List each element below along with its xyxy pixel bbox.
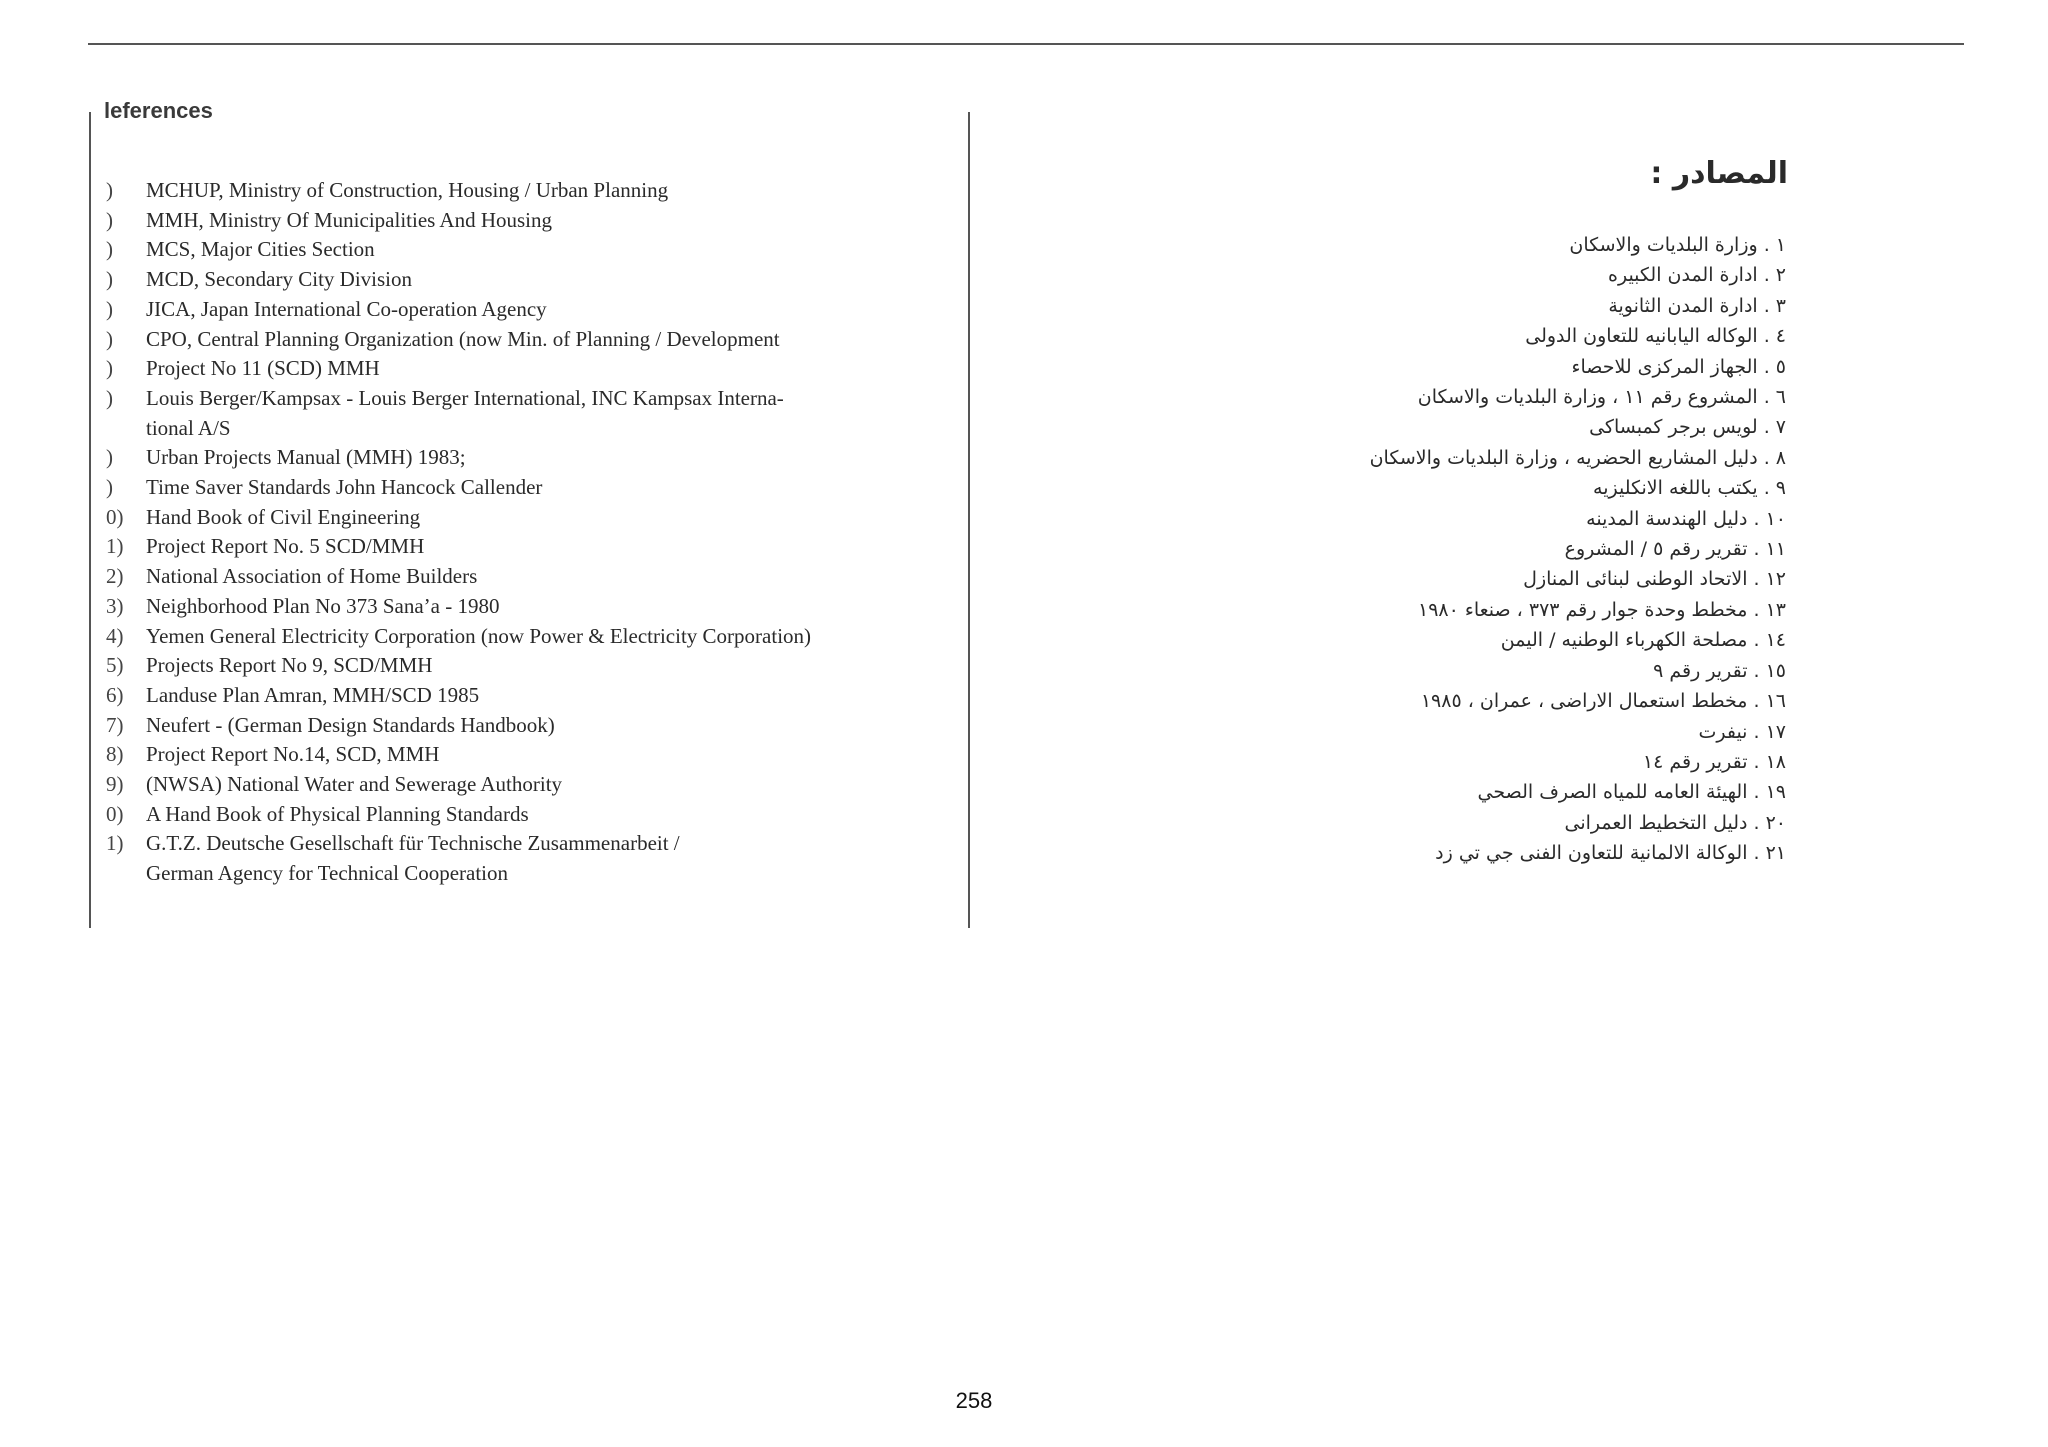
reference-number: 9): [106, 772, 124, 797]
reference-number: ): [106, 475, 113, 500]
reference-text: Projects Report No 9, SCD/MMH: [146, 653, 433, 678]
arabic-source-text: الاتحاد الوطنى لبنائى المنازل: [1523, 568, 1748, 591]
reference-item: [106, 711, 946, 741]
reference-item: [106, 235, 946, 265]
reference-item: [106, 295, 946, 325]
reference-text: CPO, Central Planning Organization (now Min. of Planning / Development: [146, 326, 780, 351]
reference-item: [106, 443, 946, 473]
arabic-source-number: ٣ .: [1763, 294, 1786, 317]
page-number: 258: [955, 1388, 993, 1413]
reference-number: ): [106, 207, 113, 232]
arabic-source-text: دليل الهندسة المدينه: [1586, 507, 1748, 530]
arabic-source-text: لويس برجر كمبساكى: [1589, 416, 1758, 439]
reference-number: 2): [106, 564, 124, 589]
arabic-source-number: ١٠ .: [1753, 507, 1786, 530]
arabic-source-item: [1026, 686, 1786, 716]
left-margin-line: [89, 112, 91, 928]
reference-item: [106, 414, 946, 444]
reference-text: JICA, Japan International Co-operation Agency: [146, 296, 547, 321]
reference-number: ): [106, 267, 113, 292]
arabic-source-item: [1026, 564, 1786, 594]
arabic-source-number: ١٩ .: [1753, 781, 1786, 804]
arabic-source-number: ٩ .: [1763, 477, 1786, 500]
reference-item: [106, 562, 946, 592]
arabic-source-text: تقرير رقم ٩: [1653, 659, 1748, 682]
arabic-source-number: ١٥ .: [1753, 659, 1786, 682]
reference-text: G.T.Z. Deutsche Gesellschaft für Technische Zusammenarbeit /: [146, 831, 680, 856]
reference-text: Neighborhood Plan No 373 Sana’a - 1980: [146, 593, 500, 618]
reference-item: [106, 770, 946, 800]
reference-item: [106, 859, 946, 889]
reference-text: tional A/S: [146, 415, 231, 440]
arabic-source-item: [1026, 808, 1786, 838]
arabic-source-item: [1026, 443, 1786, 473]
reference-item: [106, 265, 946, 295]
top-rule: [88, 43, 1964, 45]
reference-text: Yemen General Electricity Corporation (now Power & Electricity Corporation): [146, 623, 812, 648]
arabic-source-item: [1026, 838, 1786, 868]
reference-number: 5): [106, 653, 124, 678]
arabic-source-text: دليل المشاريع الحضريه ، وزارة البلديات والاسكان: [1369, 446, 1758, 469]
arabic-source-item: [1026, 504, 1786, 534]
arabic-source-text: الوكاله اليابانيه للتعاون الدولى: [1525, 325, 1758, 348]
reference-text: Project Report No.14, SCD, MMH: [146, 742, 440, 767]
arabic-source-number: ١٦ .: [1753, 690, 1786, 713]
arabic-source-number: ٢ .: [1763, 264, 1786, 287]
arabic-source-text: مخطط استعمال الاراضى ، عمران ، ١٩٨٥: [1420, 690, 1748, 713]
arabic-source-number: ١٨ .: [1753, 750, 1786, 773]
reference-item: [106, 800, 946, 830]
reference-item: [106, 681, 946, 711]
reference-text: National Association of Home Builders: [146, 564, 478, 589]
reference-text: Neufert - (German Design Standards Handbook): [146, 712, 555, 737]
arabic-source-number: ١٣ .: [1753, 598, 1786, 621]
reference-number: ): [106, 445, 113, 470]
arabic-source-item: [1026, 595, 1786, 625]
arabic-source-number: ١٧ .: [1753, 720, 1786, 743]
reference-text: Time Saver Standards John Hancock Callender: [146, 475, 543, 500]
arabic-source-item: [1026, 777, 1786, 807]
reference-text: MCD, Secondary City Division: [146, 267, 412, 292]
arabic-source-number: ١٤ .: [1753, 629, 1786, 652]
arabic-source-number: ٢٠ .: [1753, 811, 1786, 834]
arabic-source-number: ٢١ .: [1753, 842, 1786, 865]
reference-text: Hand Book of Civil Engineering: [146, 504, 421, 529]
reference-item: [106, 176, 946, 206]
references-list: [106, 176, 946, 889]
reference-item: [106, 473, 946, 503]
reference-number: 7): [106, 712, 124, 737]
arabic-source-text: الوكالة الالمانية للتعاون الفنى جي تي زد: [1435, 842, 1748, 865]
arabic-source-item: [1026, 656, 1786, 686]
arabic-source-text: مصلحة الكهرباء الوطنيه / اليمن: [1500, 629, 1748, 652]
reference-number: 6): [106, 682, 124, 707]
arabic-source-number: ١٢ .: [1753, 568, 1786, 591]
reference-text: Landuse Plan Amran, MMH/SCD 1985: [146, 682, 480, 707]
arabic-source-text: نيفرت: [1698, 720, 1748, 743]
reference-text: A Hand Book of Physical Planning Standards: [146, 801, 529, 826]
reference-item: [106, 206, 946, 236]
arabic-source-number: ٨ .: [1763, 446, 1786, 469]
reference-text: German Agency for Technical Cooperation: [146, 861, 509, 886]
reference-number: ): [106, 356, 113, 381]
reference-item: [106, 592, 946, 622]
arabic-source-item: [1026, 260, 1786, 290]
arabic-source-item: [1026, 747, 1786, 777]
reference-number: 0): [106, 801, 124, 826]
arabic-source-text: المشروع رقم ١١ ، وزارة البلديات والاسكان: [1417, 386, 1758, 409]
reference-text: MCS, Major Cities Section: [146, 237, 375, 262]
reference-text: Louis Berger/Kampsax - Louis Berger International, INC Kampsax Interna-: [146, 385, 784, 410]
arabic-source-text: دليل التخطيط العمرانى: [1564, 811, 1748, 834]
arabic-source-item: [1026, 534, 1786, 564]
arabic-source-number: ١١ .: [1753, 538, 1786, 561]
arabic-source-text: يكتب باللغه الانكليزيه: [1593, 477, 1758, 500]
arabic-source-item: [1026, 382, 1786, 412]
arabic-source-text: مخطط وحدة جوار رقم ٣٧٣ ، صنعاء ١٩٨٠: [1418, 598, 1748, 621]
arabic-source-number: ٤ .: [1763, 325, 1786, 348]
reference-number: 1): [106, 534, 124, 559]
arabic-source-item: [1026, 625, 1786, 655]
arabic-source-text: ادارة المدن الكبيره: [1608, 264, 1758, 287]
reference-number: ): [106, 385, 113, 410]
arabic-source-text: الهيئة العامه للمياه الصرف الصحي: [1477, 781, 1748, 804]
reference-item: [106, 503, 946, 533]
arabic-source-text: تقرير رقم ١٤: [1642, 750, 1748, 773]
reference-item: [106, 532, 946, 562]
arabic-source-text: وزارة البلديات والاسكان: [1569, 234, 1758, 256]
arabic-source-item: [1026, 291, 1786, 321]
reference-number: ): [106, 178, 113, 202]
arabic-source-number: ٧ .: [1763, 416, 1786, 439]
reference-text: MMH, Ministry Of Municipalities And Housing: [146, 207, 553, 232]
reference-item: [106, 622, 946, 652]
references-heading: leferences: [104, 98, 213, 123]
reference-number: ): [106, 296, 113, 321]
arabic-source-item: [1026, 473, 1786, 503]
reference-number: ): [106, 326, 113, 351]
reference-item: [106, 651, 946, 681]
arabic-sources-list: [1026, 230, 1786, 869]
reference-number: 1): [106, 831, 124, 856]
arabic-source-text: تقرير رقم ٥ / المشروع: [1564, 538, 1748, 561]
reference-text: Urban Projects Manual (MMH) 1983;: [146, 445, 466, 470]
arabic-source-text: الجهاز المركزى للاحصاء: [1571, 355, 1758, 378]
reference-text: Project Report No. 5 SCD/MMH: [146, 534, 425, 559]
arabic-source-text: ادارة المدن الثانوية: [1608, 294, 1758, 317]
reference-text: Project No 11 (SCD) MMH: [146, 356, 380, 381]
reference-number: 8): [106, 742, 124, 767]
reference-item: [106, 325, 946, 355]
reference-text: (NWSA) National Water and Sewerage Authority: [146, 772, 563, 797]
reference-item: [106, 354, 946, 384]
column-divider-line: [968, 112, 970, 928]
arabic-source-item: [1026, 321, 1786, 351]
reference-number: 3): [106, 593, 124, 618]
reference-number: 4): [106, 623, 124, 648]
arabic-sources-heading: المصادر :: [1650, 156, 1788, 191]
arabic-source-item: [1026, 230, 1786, 260]
arabic-source-number: ٥ .: [1763, 355, 1786, 378]
reference-number: ): [106, 237, 113, 262]
arabic-source-item: [1026, 412, 1786, 442]
arabic-source-number: ١ .: [1763, 234, 1786, 256]
reference-item: [106, 740, 946, 770]
reference-item: [106, 829, 946, 859]
reference-number: 0): [106, 504, 124, 529]
reference-item: [106, 384, 946, 414]
arabic-source-item: [1026, 352, 1786, 382]
arabic-source-item: [1026, 717, 1786, 747]
arabic-source-number: ٦ .: [1763, 386, 1786, 409]
reference-text: MCHUP, Ministry of Construction, Housing / Urban Planning: [146, 178, 669, 202]
